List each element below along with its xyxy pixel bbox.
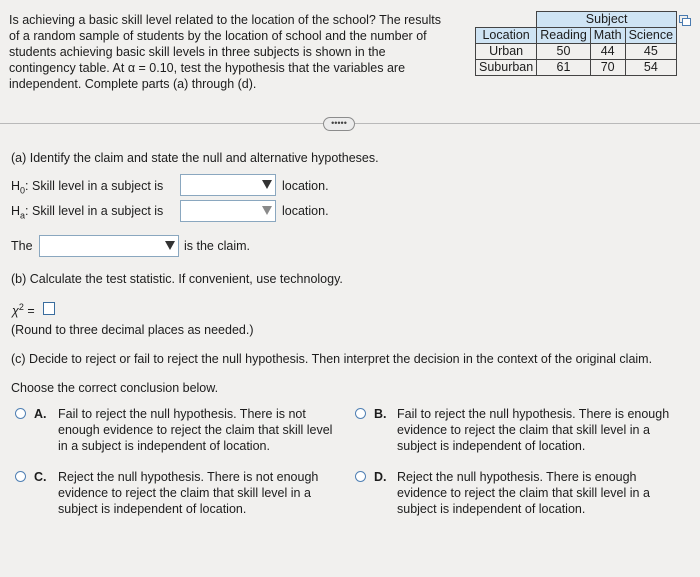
- subject-header: Subject: [537, 12, 677, 28]
- choose-instruction: Choose the correct conclusion below.: [11, 381, 219, 395]
- chevron-down-icon: [262, 180, 272, 189]
- option-c-radio[interactable]: [15, 471, 26, 482]
- claim-prefix: The: [11, 239, 33, 253]
- h0-suffix: location.: [282, 179, 329, 193]
- option-b-letter: B.: [374, 407, 387, 421]
- problem-line: of a random sample of students by the location of school and the number of: [9, 29, 427, 43]
- part-b-prompt: (b) Calculate the test statistic. If convenient, use technology.: [11, 272, 343, 286]
- claim-dropdown[interactable]: [39, 235, 179, 257]
- option-d-radio[interactable]: [355, 471, 366, 482]
- table-cell: 45: [625, 44, 676, 60]
- column-header: Math: [590, 28, 625, 44]
- chi-square-answer-input[interactable]: [43, 302, 55, 315]
- option-a-text[interactable]: Fail to reject the null hypothesis. There is not enough evidence to reject the claim that skill level in a subject is independent of location.: [58, 407, 333, 453]
- column-header: Science: [625, 28, 676, 44]
- h0-dropdown[interactable]: [180, 174, 276, 196]
- table-cell: 61: [537, 60, 591, 76]
- contingency-table: [475, 11, 677, 76]
- option-b-radio[interactable]: [355, 408, 366, 419]
- table-row: [476, 44, 677, 60]
- table-cell: 50: [537, 44, 591, 60]
- column-header: Reading: [537, 28, 591, 44]
- option-a-letter: A.: [34, 407, 47, 421]
- ha-dropdown[interactable]: [180, 200, 276, 222]
- problem-line: students achieving basic skill levels in three subjects is shown in the: [9, 45, 386, 59]
- row-label: Suburban: [476, 60, 537, 76]
- problem-line: Is achieving a basic skill level related to the location of the school? The results: [9, 13, 441, 27]
- claim-suffix: is the claim.: [184, 239, 250, 253]
- problem-line: independent. Complete parts (a) through (d).: [9, 77, 257, 91]
- ha-suffix: location.: [282, 204, 329, 218]
- problem-line: contingency table. At α = 0.10, test the hypothesis that the variables are: [9, 61, 406, 75]
- option-c-letter: C.: [34, 470, 47, 484]
- expand-more-button[interactable]: •••••: [323, 117, 355, 131]
- round-note: (Round to three decimal places as needed.): [11, 323, 254, 337]
- option-d-text[interactable]: Reject the null hypothesis. There is enough evidence to reject the claim that skill level in a subject is independent of location.: [397, 470, 650, 516]
- part-c-prompt: (c) Decide to reject or fail to reject the null hypothesis. Then interpret the decision in the context of the original claim.: [11, 352, 653, 366]
- option-a-radio[interactable]: [15, 408, 26, 419]
- table-row: [476, 60, 677, 76]
- h0-label: $H_0$: Skill level in a subject is: [11, 179, 164, 196]
- part-a-prompt: (a) Identify the claim and state the null and alternative hypotheses.: [11, 151, 379, 165]
- problem-statement: [9, 12, 479, 92]
- table-cell: 44: [590, 44, 625, 60]
- ha-label: $H_a$: Skill level in a subject is: [11, 204, 164, 221]
- chevron-down-icon: [262, 206, 272, 215]
- table-cell: 70: [590, 60, 625, 76]
- option-b-text[interactable]: Fail to reject the null hypothesis. There is enough evidence to reject the claim that skill level in a subject is independent of location.: [397, 407, 670, 453]
- table-cell: 54: [625, 60, 676, 76]
- option-c-text[interactable]: Reject the null hypothesis. There is not enough evidence to reject the claim that skill level in a subject is independent of location.: [58, 470, 319, 516]
- chi-square-label: $\chi^2$ =: [12, 302, 35, 319]
- row-label: Urban: [476, 44, 537, 60]
- chevron-down-icon: [165, 241, 175, 250]
- copy-icon[interactable]: [679, 15, 691, 26]
- option-d-letter: D.: [374, 470, 387, 484]
- location-header: Location: [476, 28, 537, 44]
